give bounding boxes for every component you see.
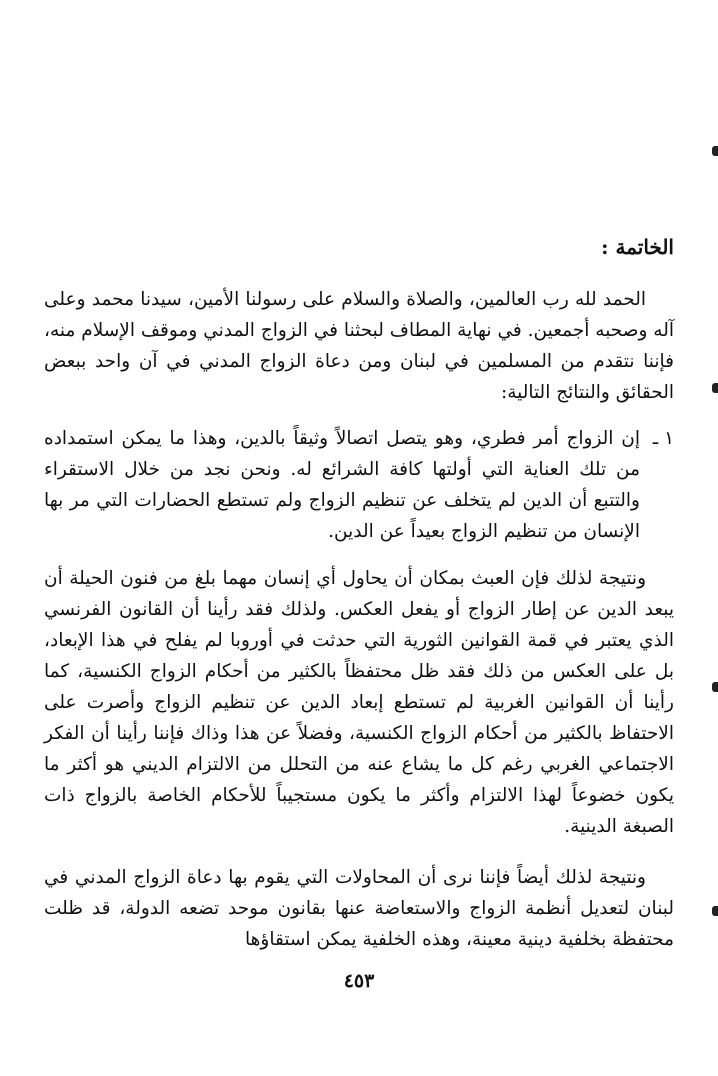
page-edge-mark [712, 146, 718, 156]
page-number: ٤٥٣ [343, 970, 375, 992]
page-edge-mark [712, 906, 718, 916]
paragraph-2-text: ونتيجة لذلك فإن العبث بمكان أن يحاول أي إنسان مهما بلغ من فنون الحيلة أن يبعد الدين عن إطار الزواج أو يفعل العكس. ولذلك فقد رأينا أن القانون الفرنسي الذي يعتبر في قمة القوانين الثورية التي حدثت في أوروبا لم يفلح في هذا الإبعاد، بل على العكس من ذلك فقد ظل محتفظاً بالكثير من أحكام الزواج الكنسية، كما رأينا أن القوانين الغربية لم تستطع إبعاد الدين عن تنظيم الزواج وأصرت على الاحتفاظ بالكثير من أحكام الزواج الكنسية، وفضلاً عن هذا وذاك فإننا رأينا أن الفكر الاجتماعي الغربي رغم كل ما يشاع عنه من التحلل من الالتزام الديني هو أكثر ما يكون خضوعاً لهذا الالتزام وأكثر ما يكون مستجيباً للأحكام الخاصة بالزواج ذات الصبغة الدينية. [44, 568, 674, 837]
numbered-point-1 [44, 423, 674, 547]
page-edge-mark [712, 383, 718, 393]
paragraph-3-text: ونتيجة لذلك أيضاً فإننا نرى أن المحاولات التي يقوم بها دعاة الزواج المدني في لبنان لتعديل أنظمة الزواج والاستعاضة عنها بقانون موحد تضعه الدولة، قد ظلت محتفظة بخلفية دينية معينة، وهذه الخلفية يمكن استقاؤها [44, 867, 674, 950]
section-heading: الخاتمة : [601, 235, 674, 259]
paragraph-3 [44, 862, 674, 955]
intro-paragraph [44, 284, 674, 408]
point-text: إن الزواج أمر فطري، وهو يتصل اتصالاً وثيقاً بالدين، وهذا ما يمكن استمداده من تلك العناية التي أولتها كافة الشرائع له. ونحن نجد من خلال الاستقراء والتتبع أن الدين لم يتخلف عن تنظيم الزواج ولم تستطع الحضارات التي مر بها الإنسان من تنظيم الزواج بعيداً عن الدين. [44, 428, 640, 542]
point-number: ١ ـ [652, 428, 674, 449]
page-edge-mark [712, 682, 718, 692]
intro-text: الحمد لله رب العالمين، والصلاة والسلام على رسولنا الأمين، سيدنا محمد وعلى آله وصحبه أجمعين. في نهاية المطاف لبحثنا في الزواج المدني وموقف الإسلام منه، فإننا نتقدم من المسلمين في لبنان ومن دعاة الزواج المدني في آن واحد ببعض الحقائق والنتائج التالية: [44, 289, 674, 403]
paragraph-2 [44, 563, 674, 842]
